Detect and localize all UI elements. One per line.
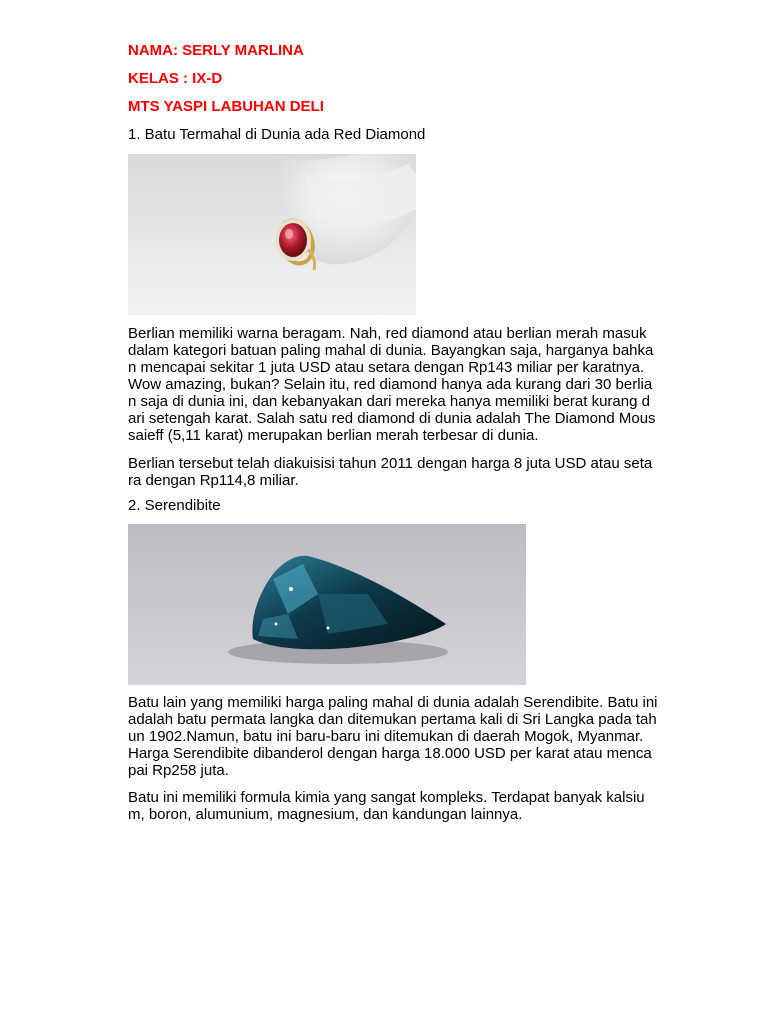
school-name: MTS YASPI LABUHAN DELI [128,98,324,115]
text-line: n mencapai sekitar 1 juta USD atau setara dengan Rp143 miliar per karatnya. [128,359,645,376]
section1-heading: 1. Batu Termahal di Dunia ada Red Diamond [128,126,426,143]
text-line: Harga Serendibite dibanderol dengan harga 18.000 USD per karat atau menca [128,745,652,762]
text-line: Berlian tersebut telah diakuisisi tahun 2011 dengan harga 8 juta USD atau seta [128,455,653,472]
serendibite-gem-photo [128,524,526,685]
text-line: m, boron, alumunium, magnesium, dan kandungan lainnya. [128,806,523,823]
text-line: dalam kategori batuan paling mahal di dunia. Bayangkan saja, harganya bahka [128,342,654,359]
section1-paragraph-1 [128,325,656,444]
text-line: ra dengan Rp114,8 miliar. [128,472,299,489]
text-line: adalah batu permata langka dan ditemukan pertama kali di Sri Langka pada tah [128,711,657,728]
text-line: n saja di dunia ini, dan kebanyakan dari mereka hanya memiliki berat kurang d [128,393,650,410]
student-class: KELAS : IX-D [128,70,223,87]
section2-paragraph-2 [128,789,645,823]
section2-heading: 2. Serendibite [128,497,221,514]
text-line: Wow amazing, bukan? Selain itu, red diamond hanya ada kurang dari 30 berlia [128,376,653,393]
text-line: pai Rp258 juta. [128,762,229,779]
red-diamond-ring-photo [128,154,416,315]
text-line: saieff (5,11 karat) merupakan berlian merah terbesar di dunia. [128,427,539,444]
section2-paragraph-1 [128,694,658,779]
text-line: Batu lain yang memiliki harga paling mahal di dunia adalah Serendibite. Batu ini [128,694,658,711]
student-name: NAMA: SERLY MARLINA [128,42,304,59]
text-line: un 1902.Namun, batu ini baru-baru ini ditemukan di daerah Mogok, Myanmar. [128,728,644,745]
section1-paragraph-2 [128,455,652,489]
text-line: Berlian memiliki warna beragam. Nah, red diamond atau berlian merah masuk [128,325,647,342]
text-line: ari setengah karat. Salah satu red diamond di dunia adalah The Diamond Mous [128,410,656,427]
text-line: Batu ini memiliki formula kimia yang sangat kompleks. Terdapat banyak kalsiu [128,789,645,806]
